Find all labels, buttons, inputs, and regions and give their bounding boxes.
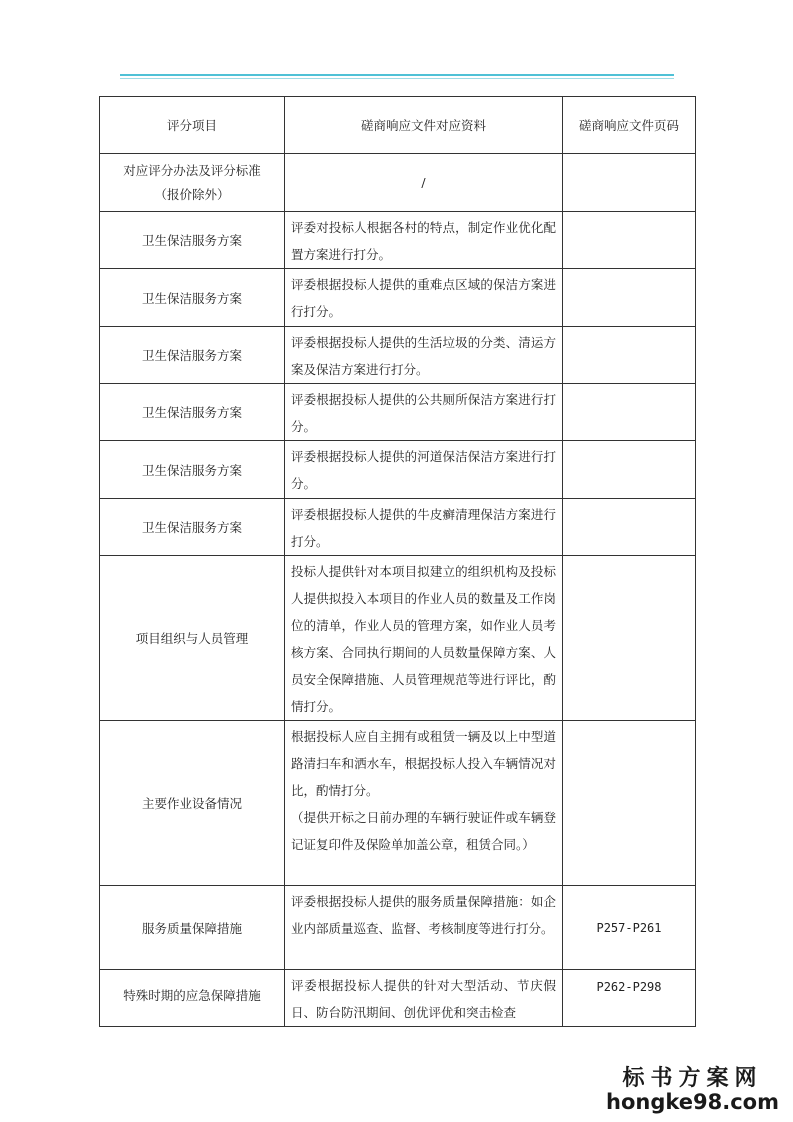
row-item: 主要作业设备情况 — [100, 721, 285, 886]
row-page — [563, 441, 696, 499]
table-row — [100, 154, 696, 212]
table-row — [100, 212, 696, 269]
header-material: 磋商响应文件对应资料 — [285, 97, 563, 154]
row-item: 卫生保洁服务方案 — [100, 384, 285, 441]
row-page — [563, 269, 696, 327]
row-desc: 评委对投标人根据各村的特点，制定作业优化配置方案进行打分。 — [285, 212, 563, 269]
table-row — [100, 721, 696, 886]
table-row — [100, 384, 696, 441]
row-desc: 投标人提供针对本项目拟建立的组织机构及投标人提供拟投入本项目的作业人员的数量及工作岗位的清单，作业人员的管理方案，如作业人员考核方案、合同执行期间的人员数量保障方案、人员安全保障措施、人员管理规范等进行评比，酌情打分。 — [285, 556, 563, 721]
row-page — [563, 499, 696, 556]
row-page — [563, 327, 696, 384]
watermark-en: hongke98.com — [606, 1090, 779, 1114]
table-row — [100, 886, 696, 970]
row-desc: 评委根据投标人提供的生活垃圾的分类、清运方案及保洁方案进行打分。 — [285, 327, 563, 384]
row-page: P262-P298 — [563, 970, 696, 1027]
row-item: 对应评分办法及评分标准 （报价除外） — [100, 154, 285, 212]
scoring-table — [99, 96, 696, 1027]
table-row — [100, 327, 696, 384]
row-desc: / — [285, 154, 563, 212]
row-page — [563, 154, 696, 212]
row-item: 服务质量保障措施 — [100, 886, 285, 970]
table-row — [100, 970, 696, 1027]
row-desc: 评委根据投标人提供的公共厕所保洁方案进行打分。 — [285, 384, 563, 441]
row-page — [563, 384, 696, 441]
table-row — [100, 556, 696, 721]
row-desc: 评委根据投标人提供的服务质量保障措施：如企业内部质量巡查、监督、考核制度等进行打分。 — [285, 886, 563, 970]
row-item: 卫生保洁服务方案 — [100, 269, 285, 327]
row-item: 卫生保洁服务方案 — [100, 441, 285, 499]
row-desc: 评委根据投标人提供的针对大型活动、节庆假日、防台防汛期间、创优评优和突击检查 — [285, 970, 563, 1027]
row-desc: 评委根据投标人提供的河道保洁保洁方案进行打分。 — [285, 441, 563, 499]
row-item: 特殊时期的应急保障措施 — [100, 970, 285, 1027]
header-page: 磋商响应文件页码 — [563, 97, 696, 154]
row-item: 项目组织与人员管理 — [100, 556, 285, 721]
row-item: 卫生保洁服务方案 — [100, 499, 285, 556]
row-item: 卫生保洁服务方案 — [100, 212, 285, 269]
row-page: P257-P261 — [563, 886, 696, 970]
header-item: 评分项目 — [100, 97, 285, 154]
row-item: 卫生保洁服务方案 — [100, 327, 285, 384]
table-row — [100, 441, 696, 499]
table-row — [100, 499, 696, 556]
row-desc: 评委根据投标人提供的重难点区域的保洁方案进行打分。 — [285, 269, 563, 327]
table-row — [100, 269, 696, 327]
site-watermark — [606, 1061, 779, 1114]
watermark-cn: 标书方案网 — [622, 1065, 763, 1091]
row-desc: 根据投标人应自主拥有或租赁一辆及以上中型道路清扫车和洒水车，根据投标人投入车辆情况对比，酌情打分。 （提供开标之日前办理的车辆行驶证件或车辆登记证复印件及保险单加盖公章，租赁合同。） — [285, 721, 563, 886]
header-rule — [120, 74, 674, 79]
row-page — [563, 212, 696, 269]
row-page — [563, 556, 696, 721]
row-desc: 评委根据投标人提供的牛皮癣清理保洁方案进行打分。 — [285, 499, 563, 556]
row-page — [563, 721, 696, 886]
